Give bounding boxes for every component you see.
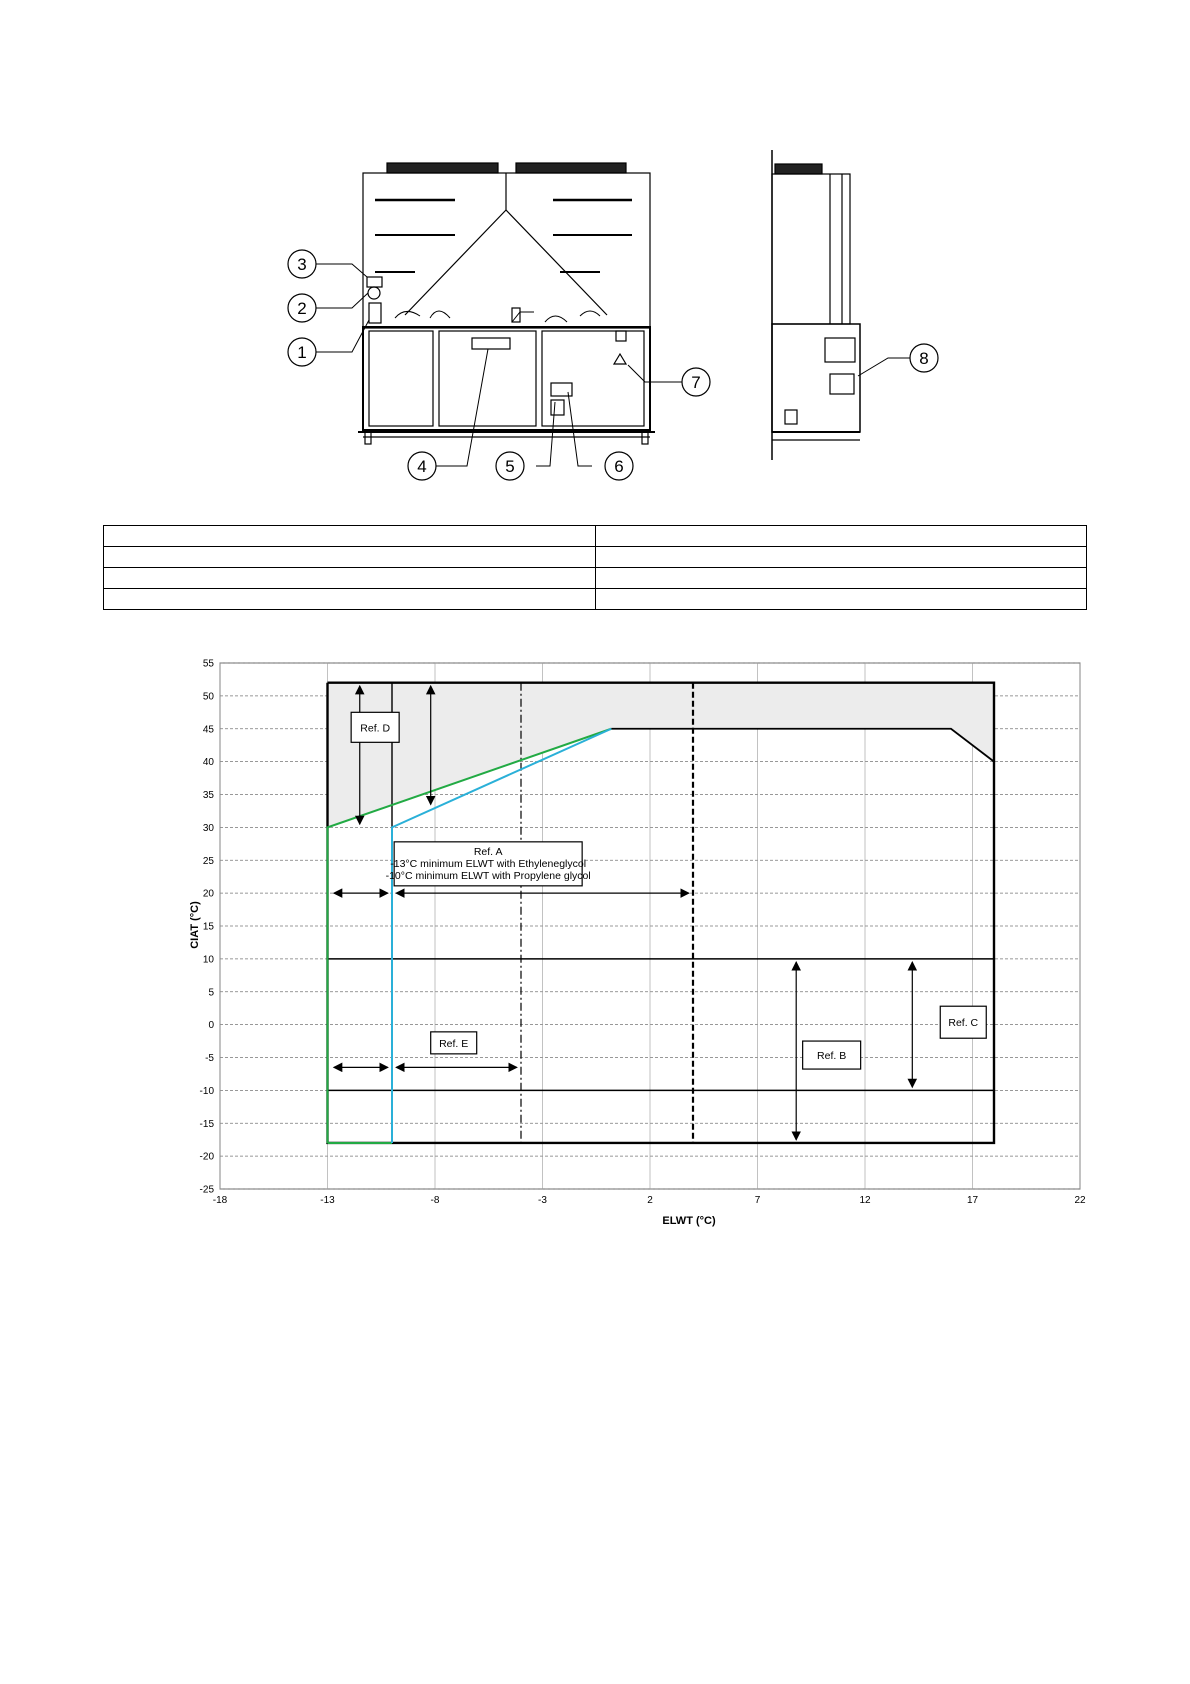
y-tick-label: -25 [199,1184,214,1196]
callout-6: 6 [614,457,624,476]
table-cell [104,568,596,589]
callout-2: 2 [297,299,307,318]
table-cell [595,568,1087,589]
x-tick-label: 2 [647,1195,653,1206]
y-tick-label: 55 [202,658,214,670]
callout-7: 7 [691,373,701,392]
callout-5: 5 [505,457,515,476]
x-tick-label: 12 [859,1195,871,1206]
ref-box-text: Ref. D [360,722,391,735]
y-tick-label: -5 [205,1053,214,1064]
table-row [104,547,1087,568]
side-view [772,150,860,460]
callout-labels [297,255,928,476]
ref-box-text: Ref. B [817,1050,847,1063]
ref-box-text: -13°C minimum ELWT with Ethyleneglycol [390,857,587,870]
callout-4: 4 [417,457,427,476]
ref-box-text: Ref. C [948,1017,979,1030]
table-row [104,589,1087,610]
x-tick-label: 7 [754,1195,761,1206]
table-row [104,526,1087,547]
y-tick-label: -10 [199,1085,214,1097]
y-tick-label: -20 [199,1151,214,1163]
x-tick-label: -8 [430,1195,440,1206]
y-tick-label: 0 [208,1020,214,1032]
y-tick-label: 45 [202,724,214,736]
operating-envelope-chart [185,650,1095,1230]
ref-a-box [386,842,591,886]
x-tick-label: -18 [212,1195,228,1206]
callout-3: 3 [297,255,307,274]
ref-c-box [940,1006,986,1038]
y-tick-label: 15 [202,921,214,933]
y-tick-label: 10 [202,954,214,966]
y-tick-label: 50 [202,691,214,703]
ref-box-text: -10°C minimum ELWT with Propylene glycol [385,869,591,882]
x-tick-label: -13 [320,1195,335,1206]
table-cell [595,526,1087,547]
y-tick-label: 25 [202,855,214,867]
table-cell [104,589,596,610]
y-tick-label: 20 [202,888,214,900]
y-tick-label: 30 [202,822,214,834]
unit-drawing [0,0,1190,500]
ref-e-box [431,1032,477,1054]
ref-box-text: Ref. E [439,1037,469,1050]
y-axis-title: CIAT (°C) [189,901,201,949]
table-cell [104,547,596,568]
x-tick-label: 22 [1074,1195,1086,1206]
x-tick-label: 17 [966,1195,979,1206]
y-tick-label: 5 [208,987,214,999]
x-axis-title: ELWT (°C) [662,1215,716,1227]
callout-8: 8 [919,349,929,368]
y-tick-label: -15 [199,1118,214,1130]
callout-leaders [315,264,910,466]
ref-box-text: Ref. A [473,845,503,858]
callout-circles [288,250,938,480]
callout-1: 1 [297,343,307,362]
table-row [104,568,1087,589]
table-cell [595,589,1087,610]
y-tick-label: 40 [202,757,214,769]
front-view [358,163,655,444]
table-cell [104,526,596,547]
ref-b-box [803,1041,861,1069]
table-cell [595,547,1087,568]
ref-d-box [351,712,399,742]
x-tick-label: -3 [538,1195,547,1206]
legend-table [103,525,1087,610]
y-tick-label: 35 [202,790,214,801]
